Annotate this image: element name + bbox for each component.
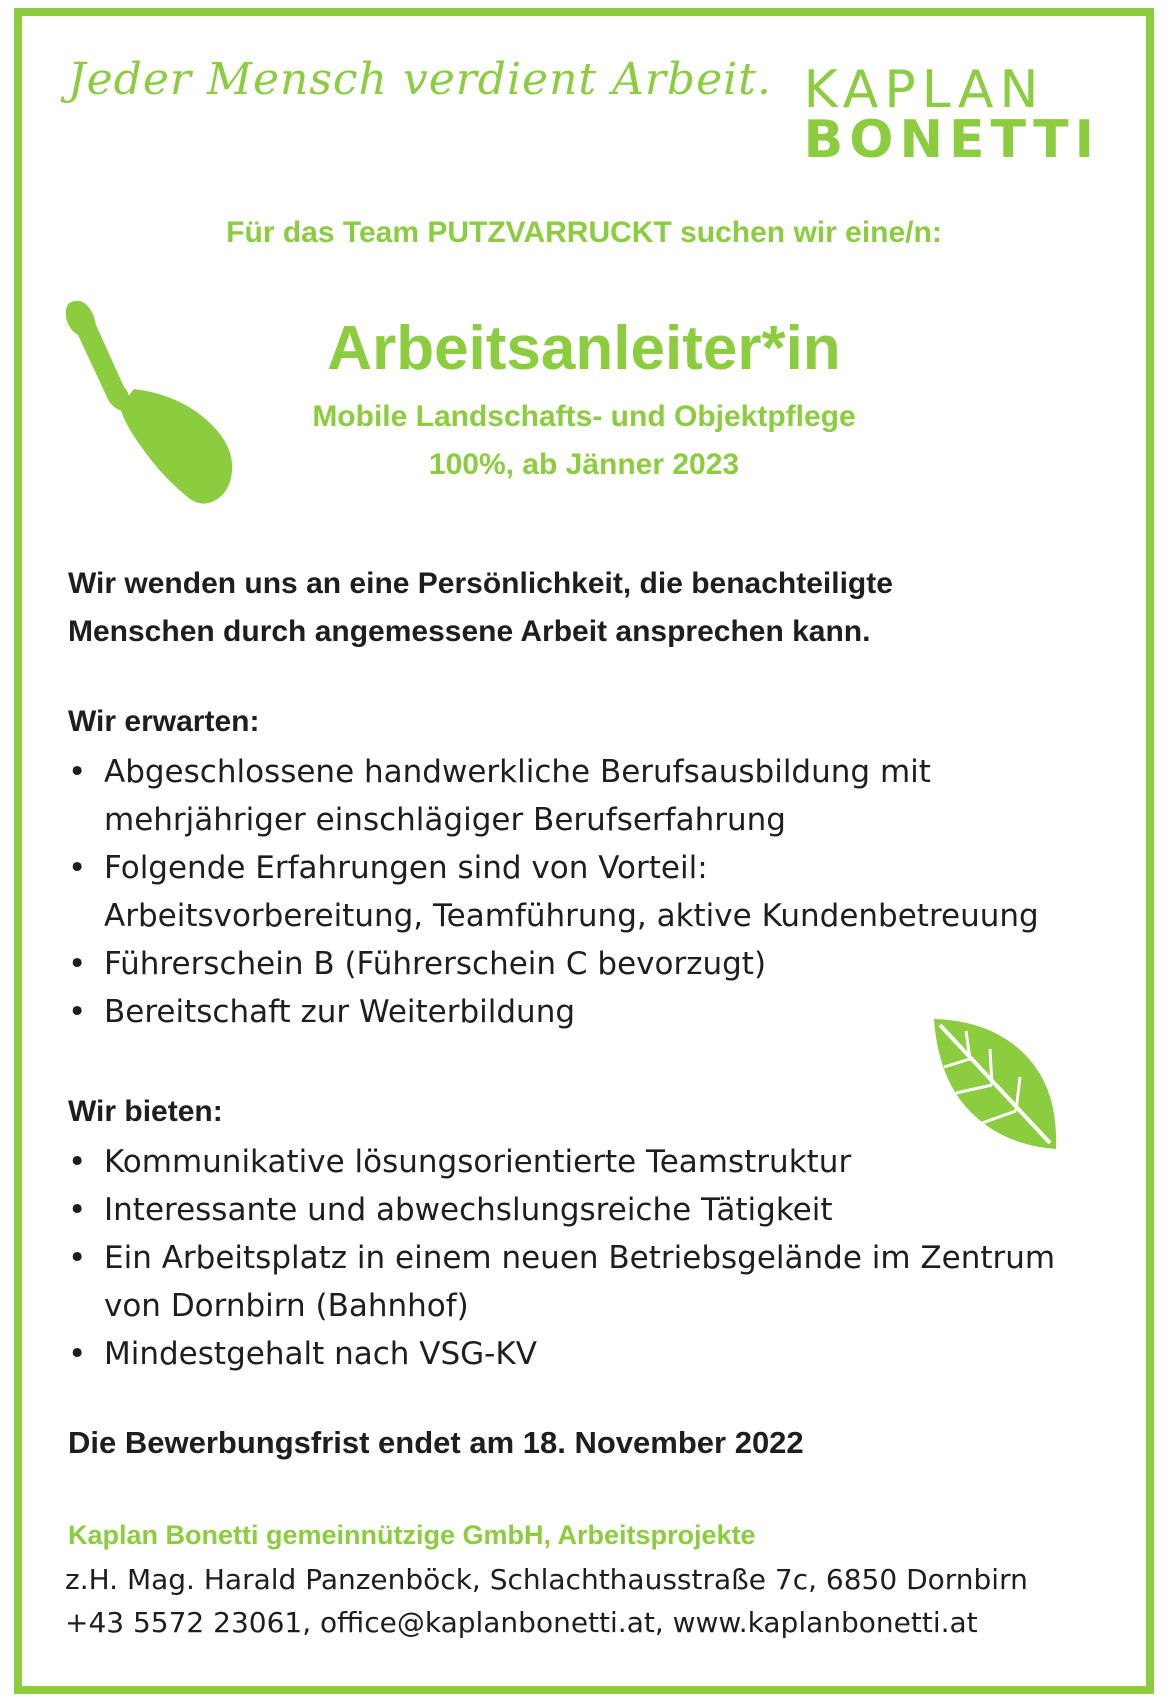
offer-list	[68, 1138, 1098, 1378]
expect-heading: Wir erwarten:	[68, 705, 260, 738]
expect-list	[68, 748, 1098, 1036]
slogan: Jeder Mensch verdient Arbeit.	[68, 54, 772, 105]
list-item	[68, 1234, 1098, 1330]
contact-details: +43 5572 23061, office@kaplanbonetti.at, www.kaplanbonetti.at	[65, 1606, 978, 1639]
list-item	[68, 940, 1098, 988]
contact-address: z.H. Mag. Harald Panzenböck, Schlachthausstraße 7c, 6850 Dornbirn	[65, 1563, 1028, 1596]
list-item-text: von Dornbirn (Bahnhof)	[104, 1288, 469, 1324]
list-item-text: • Folgende Erfahrungen sind von Vorteil:	[104, 850, 708, 886]
logo-line-bonetti: BONETTI	[803, 110, 1100, 170]
job-subtitle: Mobile Landschafts- und Objektpflege	[312, 400, 856, 433]
list-item-text: • Mindestgehalt nach VSG-KV	[104, 1336, 537, 1372]
company-name: Kaplan Bonetti gemeinnützige GmbH, Arbeitsprojekte	[68, 1520, 756, 1550]
list-item-text: • Abgeschlossene handwerkliche Berufsausbildung mit	[104, 754, 931, 790]
intro-text	[68, 560, 1088, 656]
list-item-text: • Interessante und abwechslungsreiche Tätigkeit	[104, 1192, 833, 1228]
team-line: Für das Team PUTZVARRUCKT suchen wir eine/n:	[226, 216, 942, 249]
list-item-text: • Ein Arbeitsplatz in einem neuen Betriebsgelände im Zentrum	[104, 1240, 1056, 1276]
intro-line: Menschen durch angemessene Arbeit ansprechen kann.	[68, 615, 871, 648]
company-logo	[803, 60, 1100, 170]
leaf-icon	[930, 1015, 1060, 1153]
list-item-text: • Bereitschaft zur Weiterbildung	[104, 994, 576, 1030]
logo-line-kaplan: KAPLAN	[803, 60, 1045, 120]
list-item-text: mehrjähriger einschlägiger Berufserfahrung	[104, 802, 786, 838]
list-item-text: • Führerschein B (Führerschein C bevorzugt)	[104, 946, 767, 982]
list-item	[68, 1138, 1098, 1186]
list-item	[68, 1186, 1098, 1234]
job-title: Arbeitsanleiter*in	[327, 314, 841, 383]
offer-heading: Wir bieten:	[68, 1095, 223, 1128]
job-workload: 100%, ab Jänner 2023	[428, 448, 740, 481]
list-item-text: Arbeitsvorbereitung, Teamführung, aktive Kundenbetreuung	[104, 898, 1039, 934]
application-deadline: Die Bewerbungsfrist endet am 18. November 2022	[68, 1425, 804, 1460]
list-item	[68, 1330, 1098, 1378]
list-item-text: • Kommunikative lösungsorientierte Teamstruktur	[104, 1144, 852, 1180]
list-item	[68, 748, 1098, 844]
intro-line: Wir wenden uns an eine Persönlichkeit, die benachteiligte	[68, 567, 893, 600]
list-item	[68, 844, 1098, 940]
